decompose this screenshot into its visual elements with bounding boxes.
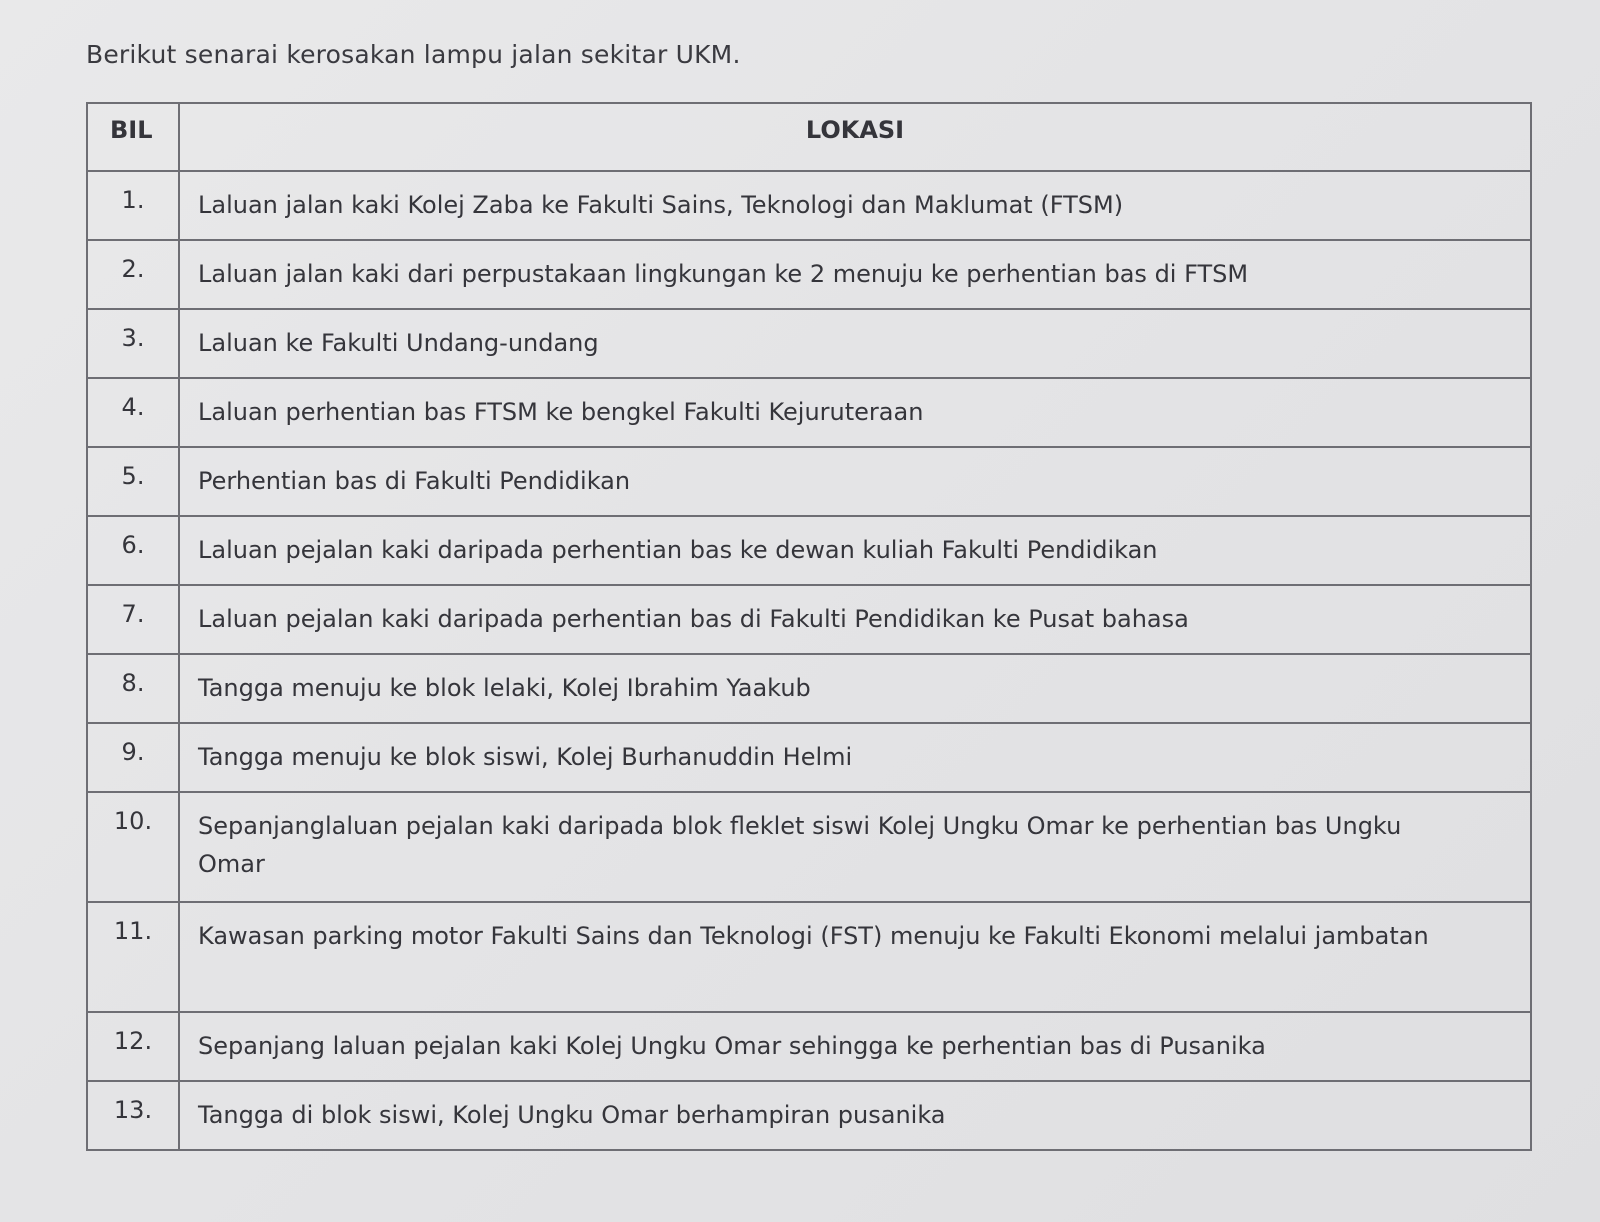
table-row bbox=[87, 792, 1531, 902]
table-row bbox=[87, 654, 1531, 723]
row-bil: 8. bbox=[87, 654, 179, 723]
row-bil: 7. bbox=[87, 585, 179, 654]
table-row bbox=[87, 240, 1531, 309]
row-lokasi: Laluan jalan kaki dari perpustakaan lingkungan ke 2 menuju ke perhentian bas di FTSM bbox=[179, 240, 1531, 309]
row-lokasi: Sepanjanglaluan pejalan kaki daripada blok fleklet siswi Kolej Ungku Omar ke perhentian bas Ungku Omar bbox=[179, 792, 1531, 902]
table-row bbox=[87, 378, 1531, 447]
table-row bbox=[87, 447, 1531, 516]
row-bil: 5. bbox=[87, 447, 179, 516]
row-bil: 11. bbox=[87, 902, 179, 1012]
table-row bbox=[87, 516, 1531, 585]
header-bil: BIL bbox=[87, 103, 179, 171]
row-lokasi: Laluan pejalan kaki daripada perhentian bas di Fakulti Pendidikan ke Pusat bahasa bbox=[179, 585, 1531, 654]
table-row bbox=[87, 1081, 1531, 1150]
damage-list-table bbox=[86, 102, 1532, 1151]
table-row bbox=[87, 1012, 1531, 1081]
table-header-row bbox=[87, 103, 1531, 171]
table-row bbox=[87, 902, 1531, 1012]
table-row bbox=[87, 171, 1531, 240]
row-lokasi: Perhentian bas di Fakulti Pendidikan bbox=[179, 447, 1531, 516]
row-bil: 1. bbox=[87, 171, 179, 240]
row-lokasi: Laluan ke Fakulti Undang-undang bbox=[179, 309, 1531, 378]
intro-text: Berikut senarai kerosakan lampu jalan sekitar UKM. bbox=[86, 40, 741, 69]
row-bil: 6. bbox=[87, 516, 179, 585]
table-row bbox=[87, 309, 1531, 378]
row-lokasi: Kawasan parking motor Fakulti Sains dan Teknologi (FST) menuju ke Fakulti Ekonomi melalui jambatan bbox=[179, 902, 1531, 1012]
row-bil: 9. bbox=[87, 723, 179, 792]
row-lokasi: Tangga di blok siswi, Kolej Ungku Omar berhampiran pusanika bbox=[179, 1081, 1531, 1150]
row-bil: 4. bbox=[87, 378, 179, 447]
table-row bbox=[87, 585, 1531, 654]
row-bil: 3. bbox=[87, 309, 179, 378]
row-bil: 12. bbox=[87, 1012, 179, 1081]
row-bil: 13. bbox=[87, 1081, 179, 1150]
row-lokasi: Laluan jalan kaki Kolej Zaba ke Fakulti Sains, Teknologi dan Maklumat (FTSM) bbox=[179, 171, 1531, 240]
row-lokasi: Tangga menuju ke blok siswi, Kolej Burhanuddin Helmi bbox=[179, 723, 1531, 792]
table-row bbox=[87, 723, 1531, 792]
row-lokasi: Sepanjang laluan pejalan kaki Kolej Ungku Omar sehingga ke perhentian bas di Pusanika bbox=[179, 1012, 1531, 1081]
row-lokasi: Laluan pejalan kaki daripada perhentian bas ke dewan kuliah Fakulti Pendidikan bbox=[179, 516, 1531, 585]
row-lokasi: Tangga menuju ke blok lelaki, Kolej Ibrahim Yaakub bbox=[179, 654, 1531, 723]
row-lokasi: Laluan perhentian bas FTSM ke bengkel Fakulti Kejuruteraan bbox=[179, 378, 1531, 447]
header-lokasi: LOKASI bbox=[179, 103, 1531, 171]
row-bil: 10. bbox=[87, 792, 179, 902]
row-bil: 2. bbox=[87, 240, 179, 309]
